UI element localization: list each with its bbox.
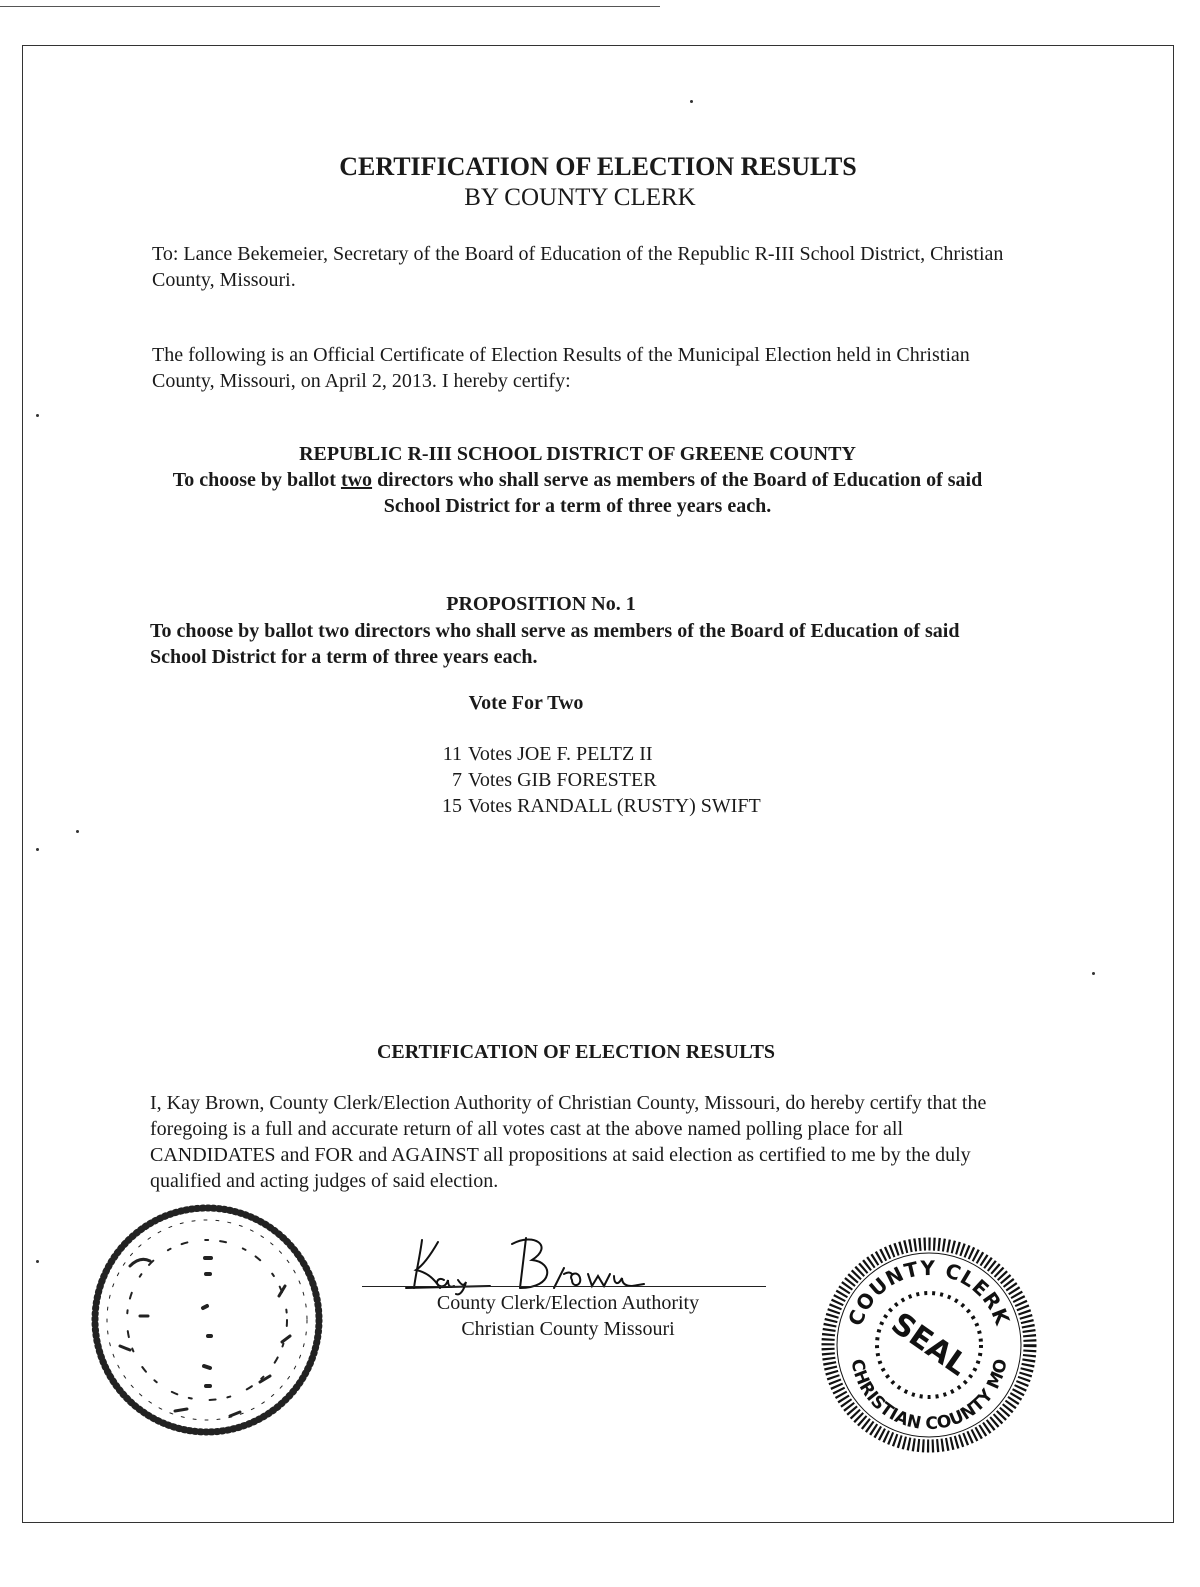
district-charge-prefix: To choose by ballot [172, 469, 341, 491]
intro-text: The following is an Official Certificate of Election Results of the Municipal Election held in Christian County, Missouri, on April 2, 2013. I hereby certify: [152, 344, 970, 392]
county-clerk-seal-icon [820, 1236, 1038, 1454]
seal-top-text: COUNTY CLERK [843, 1255, 1015, 1329]
signature-title: County Clerk/Election Authority [436, 1292, 700, 1314]
result-count: 7 [452, 769, 462, 791]
scan-speck [76, 830, 79, 833]
scan-speck [690, 100, 693, 103]
seal-center-text: SEAL [884, 1306, 974, 1384]
signature-county: Christian County Missouri [461, 1318, 675, 1340]
seal-bottom-text: CHRISTIAN COUNTY MO [846, 1357, 1012, 1435]
result-row [434, 793, 761, 819]
result-candidate: Votes RANDALL (RUSTY) SWIFT [468, 795, 761, 817]
vote-for-label: Vote For Two [468, 692, 584, 714]
scan-speck [36, 848, 39, 851]
document-subtitle: BY COUNTY CLERK [464, 184, 696, 211]
signature-caption [362, 1290, 774, 1342]
result-count: 15 [442, 795, 462, 817]
district-charge-suffix: directors who shall serve as members of the Board of Education of said School District for a term of three years each. [372, 469, 983, 517]
scan-speck [36, 1260, 39, 1263]
certification-title: CERTIFICATION OF ELECTION RESULTS [376, 1041, 776, 1063]
signature-line [362, 1286, 766, 1287]
district-name: REPUBLIC R-III SCHOOL DISTRICT OF GREENE COUNTY [299, 443, 856, 465]
result-row [434, 767, 761, 793]
addressee-paragraph [152, 241, 1012, 293]
result-count: 11 [442, 743, 462, 765]
proposition-title: PROPOSITION No. 1 [446, 593, 636, 615]
district-charge [150, 467, 1005, 519]
result-candidate: Votes GIB FORESTER [468, 769, 657, 791]
addressee-text: To: Lance Bekemeier, Secretary of the Board of Education of the Republic R-III School District, Christian County, Missouri. [152, 243, 1004, 291]
document-title: CERTIFICATION OF ELECTION RESULTS [339, 152, 857, 181]
scan-speck [36, 414, 39, 417]
result-candidate: Votes JOE F. PELTZ II [468, 743, 653, 765]
scan-edge-line [0, 6, 660, 7]
proposition-description: To choose by ballot two directors who shall serve as members of the Board of Education of said School District for a term of three years each. [150, 620, 960, 668]
intro-paragraph [152, 342, 1012, 394]
district-charge-underlined: two [340, 469, 373, 491]
results-list [434, 741, 761, 819]
certification-text: I, Kay Brown, County Clerk/Election Authority of Christian County, Missouri, do hereby certify that the foregoing is a full and accurate return of all votes cast at the above named polling place for all CANDIDATES and FOR and AGAINST all propositions at said election as certified to me by the duly qualified and acting judges of said election. [150, 1092, 987, 1192]
result-row [434, 741, 761, 767]
embossed-seal-icon [80, 1196, 334, 1444]
scan-speck [1092, 972, 1095, 975]
certification-paragraph [150, 1090, 1010, 1194]
district-block [150, 441, 1005, 519]
